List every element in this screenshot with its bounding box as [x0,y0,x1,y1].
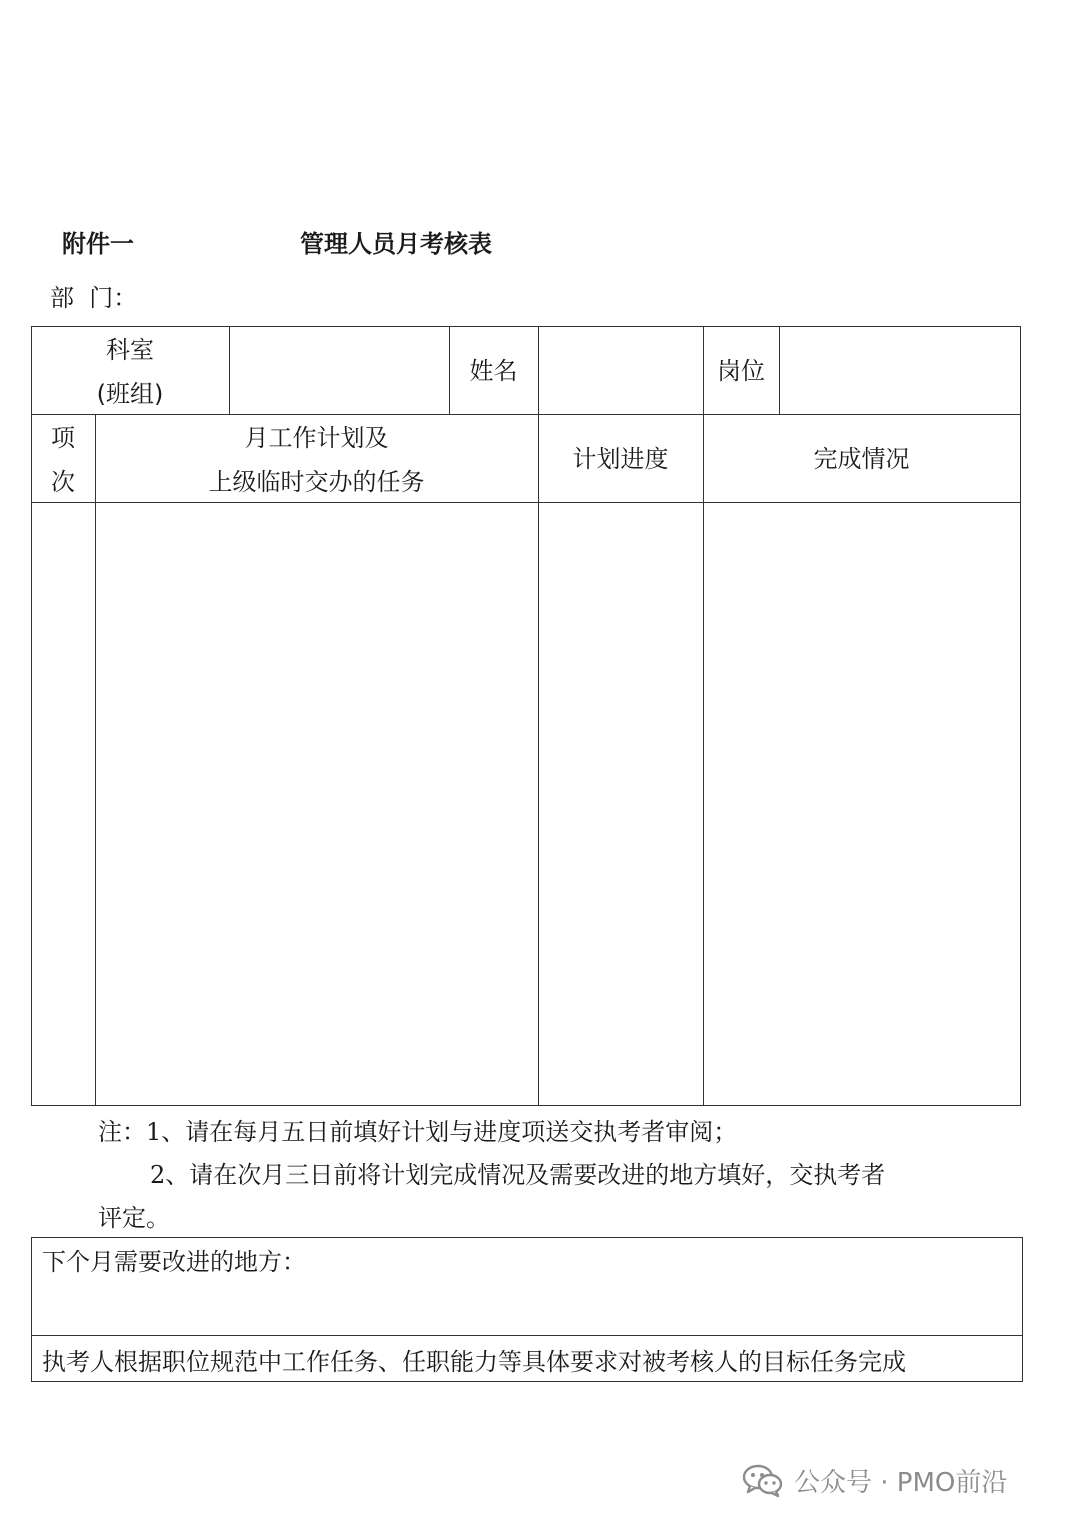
plan-header-line1: 月工作计划及 [244,424,389,452]
name-label-cell [449,327,538,414]
attachment-label: 附件一 [62,230,134,258]
improvement-label: 下个月需要改进的地方： [42,1248,306,1276]
item-no-line1: 项 [51,424,75,452]
evaluator-text: 执考人根据职位规范中工作任务、任职能力等具体要求对被考核人的目标任务完成 [42,1348,906,1376]
note-line-2: 2、请在次月三日前将计划完成情况及需要改进的地方填好，交执考者 [150,1161,886,1189]
progress-label: 计划进度 [572,444,669,473]
name-value-cell[interactable] [539,327,703,414]
progress-body-cell[interactable] [539,503,703,1105]
completion-label: 完成情况 [813,444,910,473]
plan-header [95,418,538,502]
note-line-3: 评定。 [98,1204,170,1232]
section-label-line1: 科室 [106,336,154,364]
department-label: 部 门： [50,284,138,312]
improvement-input-area[interactable] [32,1290,1022,1334]
plan-body-cell[interactable] [96,503,538,1105]
position-label-cell [703,327,779,414]
completion-body-cell[interactable] [704,503,1020,1105]
item-no-line2: 次 [51,468,75,496]
name-label: 姓名 [469,356,518,385]
wechat-icon [742,1462,784,1498]
progress-header [538,415,703,502]
section-label-cell [31,330,229,414]
watermark-text: 公众号 · PMO前沿 [794,1467,1008,1498]
position-value-cell[interactable] [780,327,1020,414]
watermark [742,1460,1042,1500]
completion-header [703,415,1020,502]
plan-header-line2: 上级临时交办的任务 [208,468,425,496]
note-line-1: 注：1、请在每月五日前填好计划与进度项送交执考者审阅； [98,1118,738,1146]
item-no-header [31,418,95,502]
section-label-line2: (班组) [96,380,164,408]
position-label: 岗位 [717,356,765,385]
item-no-body-cell[interactable] [32,503,95,1105]
section-value-cell[interactable] [230,327,449,414]
page-title: 管理人员月考核表 [300,230,492,258]
